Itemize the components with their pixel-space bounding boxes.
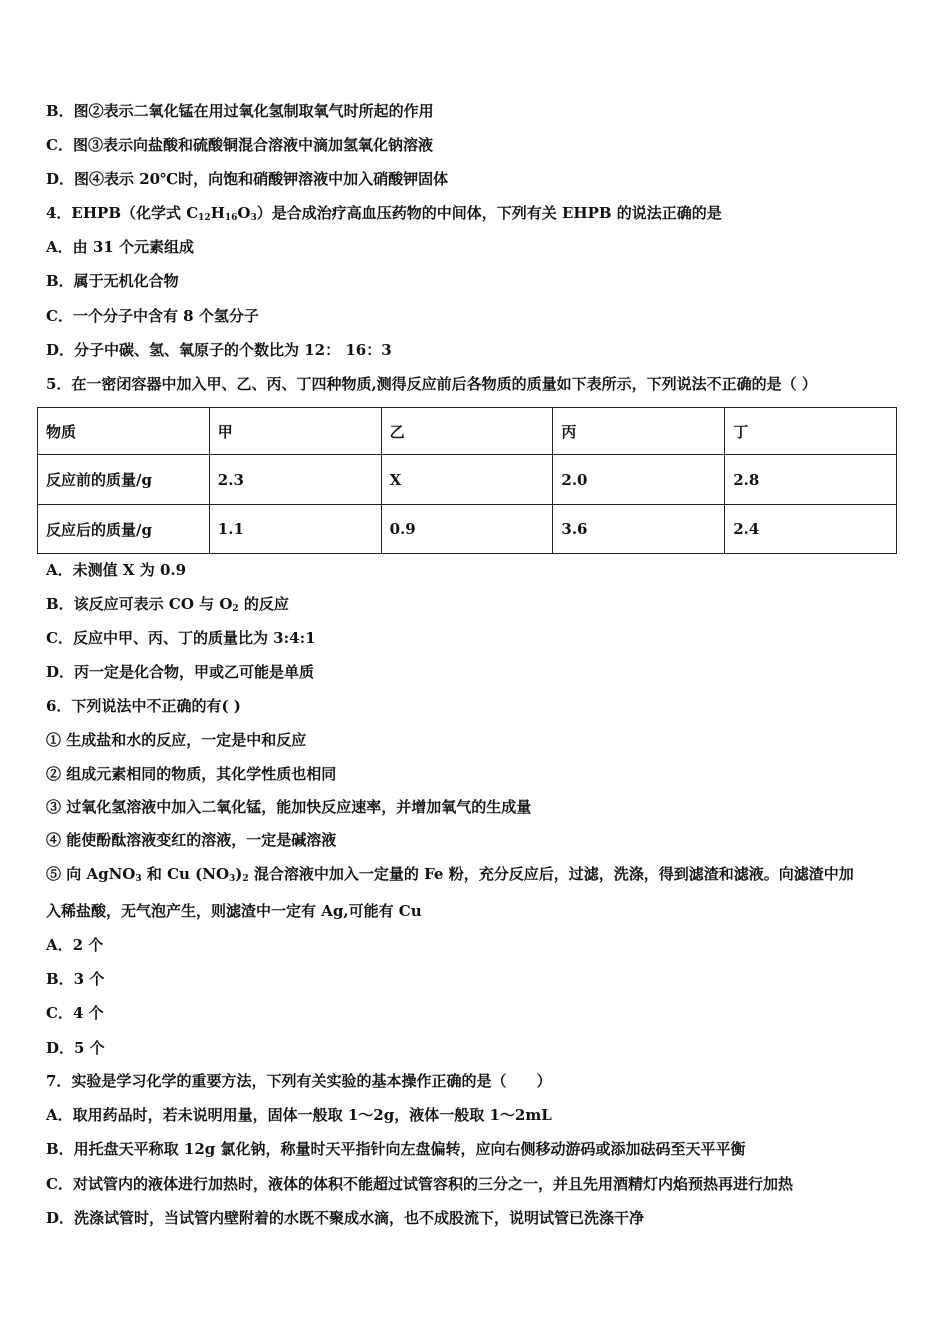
table-cell: 2.4 xyxy=(725,505,897,554)
question-4: 4．EHPB（化学式 $C_{12}H_{16}O_3$）是合成治疗高血压药物的中间体，下列有关 EHPB 的说法正确的是 xyxy=(46,204,722,223)
table-header-cell: 甲 xyxy=(209,408,381,455)
table-row xyxy=(38,455,897,505)
statement-4: ④ 能使酚酞溶液变红的溶液，一定是碱溶液 xyxy=(46,831,337,849)
option-d-q7: D．洗涤试管时，当试管内壁附着的水既不聚成水滴，也不成股流下，说明试管已洗涤干净 xyxy=(46,1209,645,1227)
option-b-q4: B．属于无机化合物 xyxy=(46,272,179,290)
option-d-q4: D．分子中碳、氢、氧原子的个数比为 12： 16：3 xyxy=(46,341,392,359)
option-a-q7: A．取用药品时，若未说明用量，固体一般取 1～2g，液体一般取 1～2mL xyxy=(46,1106,552,1124)
table-cell: 3.6 xyxy=(553,505,725,554)
option-c-q7: C．对试管内的液体进行加热时，液体的体积不能超过试管容积的三分之一，并且先用酒精灯内焰预热再进行加热 xyxy=(46,1175,793,1193)
table-cell: X xyxy=(381,455,553,505)
table-cell: 0.9 xyxy=(381,505,553,554)
option-c-q3: C．图③表示向盐酸和硫酸铜混合溶液中滴加氢氧化钠溶液 xyxy=(46,136,433,154)
option-c-q4: C．一个分子中含有 8 个氢分子 xyxy=(46,307,259,325)
option-d-q6: D．5 个 xyxy=(46,1039,105,1057)
table-cell: 反应前的质量/g xyxy=(38,455,210,505)
mass-table xyxy=(37,407,897,554)
statement-3: ③ 过氧化氢溶液中加入二氧化锰，能加快反应速率，并增加氧气的生成量 xyxy=(46,798,532,816)
statement-5: ⑤ 向 AgNO$_3$ 和 Cu $(NO_3)_2$ 混合溶液中加入一定量的 Fe 粉，充分反应后，过滤，洗涤，得到滤渣和滤液。向滤渣中加 xyxy=(46,865,854,884)
option-a-q4: A．由 31 个元素组成 xyxy=(46,238,194,256)
table-cell: 1.1 xyxy=(209,505,381,554)
question-6: 6．下列说法中不正确的有( ) xyxy=(46,697,241,715)
table-header-cell: 物质 xyxy=(38,408,210,455)
table-cell: 2.0 xyxy=(553,455,725,505)
option-b-q5: B．该反应可表示 CO 与 $O_2$ 的反应 xyxy=(46,595,289,614)
question-7: 7．实验是学习化学的重要方法，下列有关实验的基本操作正确的是（ ） xyxy=(46,1072,552,1090)
table-cell: 2.3 xyxy=(209,455,381,505)
option-a-q5: A．未测值 X 为 0.9 xyxy=(46,561,187,579)
table-cell: 反应后的质量/g xyxy=(38,505,210,554)
option-a-q6: A．2 个 xyxy=(46,936,104,954)
table-header-cell: 乙 xyxy=(381,408,553,455)
table-cell: 2.8 xyxy=(725,455,897,505)
option-d-q5: D．丙一定是化合物，甲或乙可能是单质 xyxy=(46,663,315,681)
option-c-q5: C．反应中甲、丙、丁的质量比为 3:4:1 xyxy=(46,629,316,647)
option-b-q7: B．用托盘天平称取 12g 氯化钠，称量时天平指针向左盘偏转，应向右侧移动游码或添加砝码至天平平衡 xyxy=(46,1140,746,1158)
question-5: 5．在一密闭容器中加入甲、乙、丙、丁四种物质,测得反应前后各物质的质量如下表所示，下列说法不正确的是（ ） xyxy=(46,375,817,393)
table-header-cell: 丁 xyxy=(725,408,897,455)
table-row xyxy=(38,408,897,455)
statement-1: ① 生成盐和水的反应，一定是中和反应 xyxy=(46,731,307,749)
option-b-q3: B．图②表示二氧化锰在用过氧化氢制取氧气时所起的作用 xyxy=(46,102,434,120)
table-header-cell: 丙 xyxy=(553,408,725,455)
option-c-q6: C．4 个 xyxy=(46,1004,104,1022)
option-b-q6: B．3 个 xyxy=(46,970,105,988)
statement-2: ② 组成元素相同的物质，其化学性质也相同 xyxy=(46,765,337,783)
option-d-q3: D．图④表示 20℃时，向饱和硝酸钾溶液中加入硝酸钾固体 xyxy=(46,170,449,188)
statement-5-cont: 入稀盐酸，无气泡产生，则滤渣中一定有 Ag,可能有 Cu xyxy=(46,902,422,920)
table-row xyxy=(38,505,897,554)
